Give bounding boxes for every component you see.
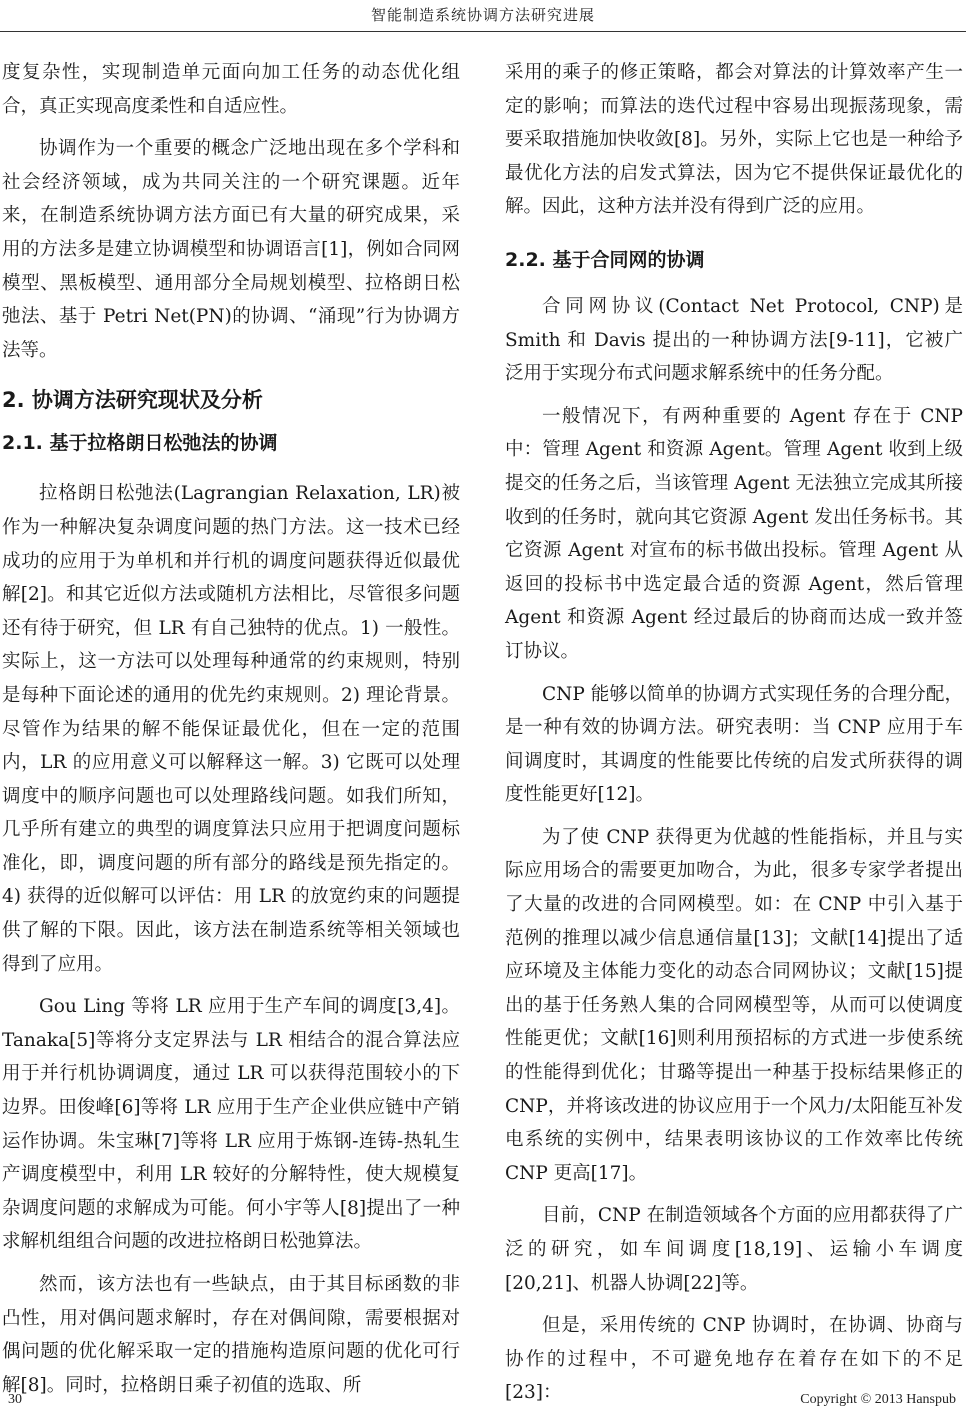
paragraph: 然而，该方法也有一些缺点，由于其目标函数的非凸性，用对偶问题求解时，存在对偶间隙，需要根据对偶问题的优化解采取一定的措施构造原问题的优化可行解[8]。同时，拉格朗日乘子初值的选取、所 (2, 1274, 460, 1396)
subsection-heading: 2.2. 基于合同网的协调 (505, 248, 705, 271)
section-heading: 2. 协调方法研究现状及分析 (2, 388, 263, 413)
page-number: 30 (8, 1392, 22, 1407)
copyright-notice: Copyright © 2013 Hanspub (800, 1392, 956, 1407)
running-title: 智能制造系统协调方法研究进展 (370, 6, 595, 24)
paragraph: Gou Ling 等将 LR 应用于生产车间的调度[3,4]。Tanaka[5]等将分支定界法与 LR 相结合的混合算法应用于并行机协调调度，通过 LR 可以获得范围较小的下边界。田俊峰[6]等将 LR 应用于生产企业供应链中产销运作协调。朱宝琳[7]等将 LR 应用于炼钢-连铸-热轧生产调度模型中，利用 LR 较好的分解特性，使大规模复杂调度问题的求解成为可能。何小宇等人[8]提出了一种求解机组组合问题的改进拉格朗日松弛算法。 (2, 996, 460, 1253)
subsection-heading: 2.1. 基于拉格朗日松弛法的协调 (2, 432, 278, 455)
left-column (2, 56, 460, 1402)
paragraph: 采用的乘子的修正策略，都会对算法的计算效率产生一定的影响；而算法的迭代过程中容易出现振荡现象，需要采取措施加快收敛[8]。另外，实际上它也是一种给予最优化方法的启发式算法，因为它不提供保证最优化的解。因此，这种方法并没有得到广泛的应用。 (505, 62, 963, 218)
paragraph: 协调作为一个重要的概念广泛地出现在多个学科和社会经济领域，成为共同关注的一个研究课题。近年来，在制造系统协调方法方面已有大量的研究成果，采用的方法多是建立协调模型和协调语言[1]，例如合同网模型、黑板模型、通用部分全局规划模型、拉格朗日松弛法、基于 Petri Net(PN)的协调、“涌现”行为协调方法等。 (2, 138, 460, 361)
paragraph: 拉格朗日松弛法(Lagrangian Relaxation, LR)被作为一种解决复杂调度问题的热门方法。这一技术已经成功的应用于为单机和并行机的调度问题获得近似最优解[2]。和其它近似方法或随机方法相比，尽管很多问题还有待于研究，但 LR 有自己独特的优点。1) 一般性。实际上，这一方法可以处理每种通常的约束规则，特别是每种下面论述的通用的优先约束规则。2) 理论背景。尽管作为结果的解不能保证最优化，但在一定的范围内，LR 的应用意义可以解释这一解。3) 它既可以处理调度中的顺序问题也可以处理路线问题。如我们所知，几乎所有建立的典型的调度算法只应用于把调度问题标准化，即，调度问题的所有部分的路线是预先指定的。4) 获得的近似解可以评估：用 LR 的放宽约束的问题提供了解的下限。因此，该方法在制造系统等相关领域也得到了应用。 (2, 483, 460, 975)
paragraph: 目前，CNP 在制造领域各个方面的应用都获得了广泛的研究，如车间调度[18,19]、运输小车调度[20,21]、机器人协调[22]等。 (505, 1205, 963, 1294)
paragraph: 但是，采用传统的 CNP 协调时，在协调、协商与协作的过程中，不可避免地存在着存在如下的不足[23]： (505, 1315, 963, 1404)
paragraph: CNP 能够以简单的协调方式实现任务的合理分配，是一种有效的协调方法。研究表明：当 CNP 应用于车间调度时，其调度的性能要比传统的启发式所获得的调度性能更好[12]。 (505, 683, 963, 806)
header-rule (0, 31, 966, 32)
right-column (505, 56, 963, 1410)
paragraph: 合同网协议(Contact Net Protocol, CNP)是 Smith 和 Davis 提出的一种协调方法[9-11]，它被广泛用于实现分布式问题求解系统中的任务分配。 (505, 295, 963, 385)
paragraph: 度复杂性，实现制造单元面向加工任务的动态优化组合，真正实现高度柔性和自适应性。 (2, 62, 460, 117)
paragraph: 一般情况下，有两种重要的 Agent 存在于 CNP 中：管理 Agent 和资源 Agent。管理 Agent 收到上级提交的任务之后，当该管理 Agent 无法独立完成其所接收到的任务时，就向其它资源 Agent 发出任务标书。其它资源 Agent 对宣布的标书做出投标。管理 Agent 从返回的投标书中选定最合适的资源 Agent，然后管理 Agent 和资源 Agent 经过最后的协商而达成一致并签订协议。 (505, 405, 963, 662)
paragraph: 为了使 CNP 获得更为优越的性能指标，并且与实际应用场合的需要更加吻合，为此，很多专家学者提出了大量的改进的合同网模型。如：在 CNP 中引入基于范例的推理以减少信息通信量[13]；文献[14]提出了适应环境及主体能力变化的动态合同网协议；文献[15]提出的基于任务熟人集的合同网模型等，从而可以使调度性能更优；文献[16]则利用预招标的方式进一步使系统的性能得到优化；甘璐等提出一种基于投标结果修正的 CNP，并将该改进的协议应用于一个风力/太阳能互补发电系统的实例中，结果表明该协议的工作效率比传统 CNP 更高[17]。 (505, 826, 963, 1184)
